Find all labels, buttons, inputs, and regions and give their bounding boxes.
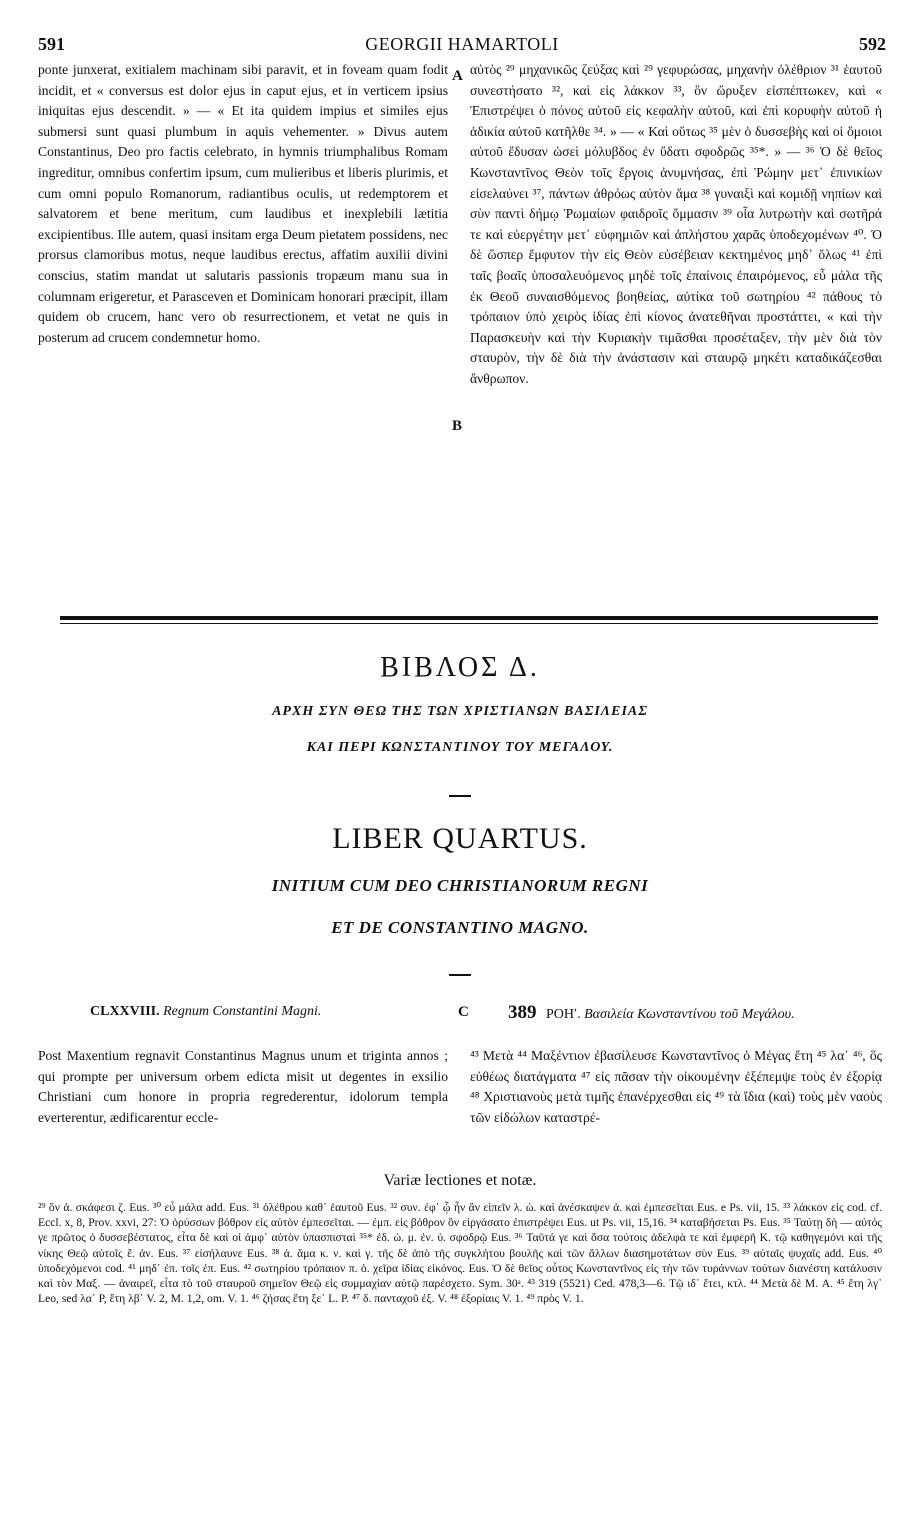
latin-book-subtitle-2: ET DE CONSTANTINO MAGNO.	[331, 918, 589, 937]
section-rule-thick	[60, 616, 878, 620]
page-header	[38, 34, 886, 60]
greek-column-bottom	[470, 1046, 882, 1128]
title-dash-2	[449, 974, 471, 976]
latin-text-top: ponte junxerat, exitialem machinam sibi paravit, et in foveam quam fodit incidit, et « conversus est dolor ejus in caput ejus, et in verticem ipsius iniquitas ejus descendit. » — « Et ita quidem impius et similes ejus submersi sunt quasi plumbum in aquis vehementer. » Divus autem Constantinus, Deo pro factis celebrato, in hymnis triumphalibus Romam ingreditur, omnibus confertim ipsum, cum mulieribus et liberis plurimis, et cum omni populo Romanorum, radiantibus oculis, ut redemptorem et salvatorem et bene meritum, cum laudibus et inexplebili lætitia excipientibus. Ille autem, quasi insitam erga Deum pietatem possidens, nec prorsus clamoribus motus, neque laudibus erectus, affatim auxilii divini conscius, statim mandat ut salutaris passionis tropæum manu sua in columnam erigeretur, et Parasceven et Dominicam honorari præcipit, illam quidem ob crucem, hanc vero ob resurrectionem, et vetat ne quis in posterum ad crucem condemnetur homo.	[38, 62, 448, 345]
greek-book-subtitle-1: ΑΡΧΗ ΣΥΝ ΘΕΩ ΤΗΣ ΤΩΝ ΧΡΙΣΤΙΑΝΩΝ ΒΑΣΙΛΕΙΑΣ	[272, 704, 648, 719]
greek-chapter-title: Βασιλεία Κωνσταντίνου τοῦ Μεγάλου.	[584, 1007, 795, 1022]
margin-marker-c: C	[458, 1004, 469, 1020]
running-head: GEORGII HAMARTOLI	[365, 34, 559, 54]
notes-text: ²⁹ ὃν ἀ. σκάφεσι ζ. Eus. ³⁰ εὖ μάλα add. Eus. ³¹ ὀλέθρου καθ᾽ ἑαυτοῦ Eus. ³² συν. ἐφ᾽ ᾧ ἦν ἂν εἰπεῖν λ. ὠ. καὶ ἀνέσκαψεν ἀ. καὶ ἐμπεσεῖται Eus. e Ps. vii, 15. ³³ λάκκον εἰς cod. cf. Eccl. x, 8, Prov. xxvi, 27: Ὁ ὀρύσσων βόθρον εἰς αὐτὸν ἐμπεσεῖται. — ἐμπ. εἰς βόθρον ὃν εἰργάσατο ἐπιστρέψει Eus. ut Ps. vii, 15,16. ³⁴ καταβήσεται Ps. Eus. ³⁵ Ταύτῃ δὴ — αὐτός γε πρῶτος ὁ δυσσεβέστατος, εἶτα δὲ καὶ οἱ ἀμφ᾽ αὐτὸν ὑπασπισταὶ ³⁵* ἐδ. ὡ. μ. ἐν. ὑ. σφοδρῷ Eus. ³⁶ Ταῦτά γε καὶ ὅσα τούτοις ἀδελφὰ τε καὶ ἐμφερῆ Κ. τῷ καθηγεμόνι καὶ τῆς νίκης Θεῷ αὐτοῖς ἔ. ἀν. Eus. ³⁷ εἰσήλαυνε Eus. ³⁸ ἀ. ἅμα κ. ν. καὶ γ. τῆς δὲ ἀπὸ τῆς συγκλήτου βουλῆς καὶ τῶν ἄλλων διασημοτάτων σὺν Eus. ³⁹ αὐταῖς ψυχαῖς add. Eus. ⁴⁰ ὑποδεχόμενοι cod. ⁴¹ μηδ᾽ ἐπ. τοῖς ἐπ. Eus. ⁴² σωτηρίου τρόπαιον π. ὁ. χεῖρα ἰδίας εἰκόνος. Eus. Ὁ δὲ θεῖος οὗτος Κωνσταντῖνος εἰς τὴν τῶν τυράννων τούτων διανέστη κατάλυσιν καὶ τὸν Μαξ. — ἀναιρεῖ, εἶτα τὸ τοῦ σταυροῦ σημεῖον Θεῷ εἰς συμμαχίαν αὐτῷ παρέσχετο. Sym. 30ᵃ. ⁴³ 319 (5521) Ced. 478,3—6. Τῷ ιδ᾽ ἔτει, κτλ. ⁴⁴ Μετὰ δὲ Μ. A. ⁴⁵ ἔτη λγ᾽ Leo, sed λα᾽ P, ἔτη λβ᾽ V. 2, M. 1,2, om. V. 1. ⁴⁶ ζήσας ἔτη ξε᾽ L. P. ⁴⁷ δ. πανταχοῦ ἐξ. V. ⁴⁸ ἐξορίαις V. 1. ⁴⁹ πρὸς V. 1.	[38, 1201, 882, 1306]
latin-book-title: LIBER QUARTUS.	[332, 822, 588, 855]
section-rule-thin	[60, 623, 878, 624]
greek-chapter-heading	[508, 1004, 888, 1024]
latin-column-bottom	[38, 1046, 448, 1128]
margin-marker-a: A	[452, 68, 463, 84]
greek-chapter-number: 389	[508, 1002, 537, 1023]
greek-text-top: αὐτὸς ²⁹ μηχανικῶς ζεύξας καὶ ²⁹ γεφυρώσας, μηχανὴν ὀλέθριον ³¹ ἑαυτοῦ συνεστήσατο ³², καὶ εἰς λάκκον ³³, ὃν ὤρυξεν εἰσπέπτωκεν, καὶ « Ἐπιστρέψει ὁ πόνος αὐτοῦ εἰς κεφαλὴν αὐτοῦ, καὶ ἐπὶ κορυφὴν αὐτοῦ ἡ ἀδικία αὐτοῦ κατῆλθε ³⁴. » — « Καὶ οὕτως ³⁵ μὲν ὁ δυσσεβὴς καὶ οἱ ὅμοιοι αὐτοῦ ἔδυσαν ὡσεὶ μόλυβδος ἐν ὕδατι σφοδρῶς ³⁵*. » — ³⁶ Ὁ δὲ θεῖος Κωνσταντῖνος Θεὸν τοῖς ἔργοις ἀνυμνήσας, ἐπὶ Ῥώμην μετ᾽ ἐπινικίων εἰσελαύνει ³⁷, πάντων ἀθρόως αὐτὸν ἅμα ³⁸ γυναιξὶ καὶ κομιδῇ νηπίων καὶ σὺν παντὶ δήμῳ Ῥωμαίων φαιδροῖς ὄμμασιν ³⁹ οἷα λυτρωτὴν καὶ σωτῆρά τε καὶ εὐεργέτην μετ᾽ εὐφημιῶν καὶ ἀπλήστου χαρᾶς ὑποδεχομένων ⁴⁰. Ὁ δὲ ὥσπερ ἔμφυτον τὴν εἰς Θεὸν εὐσέβειαν κεκτημένος μηδ᾽ ὅλως ⁴¹ ἐπὶ ταῖς βοαῖς ὑποσαλευόμενος μηδὲ τοῖς ἐπαίνοις ἐπαιρόμενος, εὖ μάλα τῆς ἐκ Θεοῦ συναισθόμενος βοηθείας, αὐτίκα τοῦ σωτηρίου ⁴² πάθους τὸ τρόπαιον ὑπὸ χειρὸς ἰδίας ἐπὶ κίονος ἀνατεθῆναι προστάττει, « καὶ τὴν Παρασκευὴν καὶ τὴν Κυριακὴν τιμᾶσθαι προσέταξεν, τὴν μὲν διὰ τὸν σταυρὸν, τὴν δὲ διὰ τὴν ἀνάστασιν καὶ σταυρῷ μηκέτι καταδικάζεσθαι ἄνθρωπον.	[470, 62, 882, 386]
greek-chapter-label: ΡΟΗʹ.	[546, 1007, 581, 1022]
page-number-left: 591	[38, 34, 65, 54]
latin-column-top	[38, 60, 448, 348]
greek-book-title: ΒΙΒΛΟΣ Δ.	[380, 652, 540, 683]
greek-column-top	[470, 60, 882, 390]
latin-chapter-title: Regnum Constantini Magni.	[163, 1004, 322, 1019]
latin-chapter-number: CLXXVIII.	[90, 1004, 160, 1019]
notes-title: Variæ lectiones et notæ.	[383, 1172, 537, 1189]
greek-book-subtitle-2: ΚΑΙ ΠΕΡΙ ΚΩΝΣΤΑΝΤΙΝΟΥ ΤΟΥ ΜΕΓΑΛΟΥ.	[306, 740, 614, 755]
title-dash-1	[449, 795, 471, 797]
greek-text-bottom: ⁴³ Μετὰ ⁴⁴ Μαξέντιον ἐβασίλευσε Κωνσταντῖνος ὁ Μέγας ἔτη ⁴⁵ λα᾽ ⁴⁶, ὃς εὐθέως διατάγματα ⁴⁷ εἰς πᾶσαν τὴν οἰκουμένην ἐξέπεμψε τοὺς ἐν ἐξορίᾳ ⁴⁸ Χριστιανοὺς μετὰ τιμῆς ἐπανέρχεσθαι εἰς ⁴⁹ τὰ ἴδια (καὶ) τοὺς μὲν ναοὺς τῶν εἰδώλων καταστρέ-	[470, 1048, 882, 1125]
margin-marker-b: B	[452, 418, 463, 434]
latin-chapter-heading	[90, 1004, 321, 1020]
latin-book-subtitle-1: INITIUM CUM DEO CHRISTIANORUM REGNI	[271, 876, 649, 895]
page-number-right: 592	[859, 34, 886, 54]
latin-text-bottom: Post Maxentium regnavit Constantinus Magnus unum et triginta annos ; qui prompte per universum orbem edicta misit ut degentes in exsilio Christiani cum honore in propria regrederentur, idolorum templa everterentur, ædificarentur eccle-	[38, 1048, 448, 1125]
